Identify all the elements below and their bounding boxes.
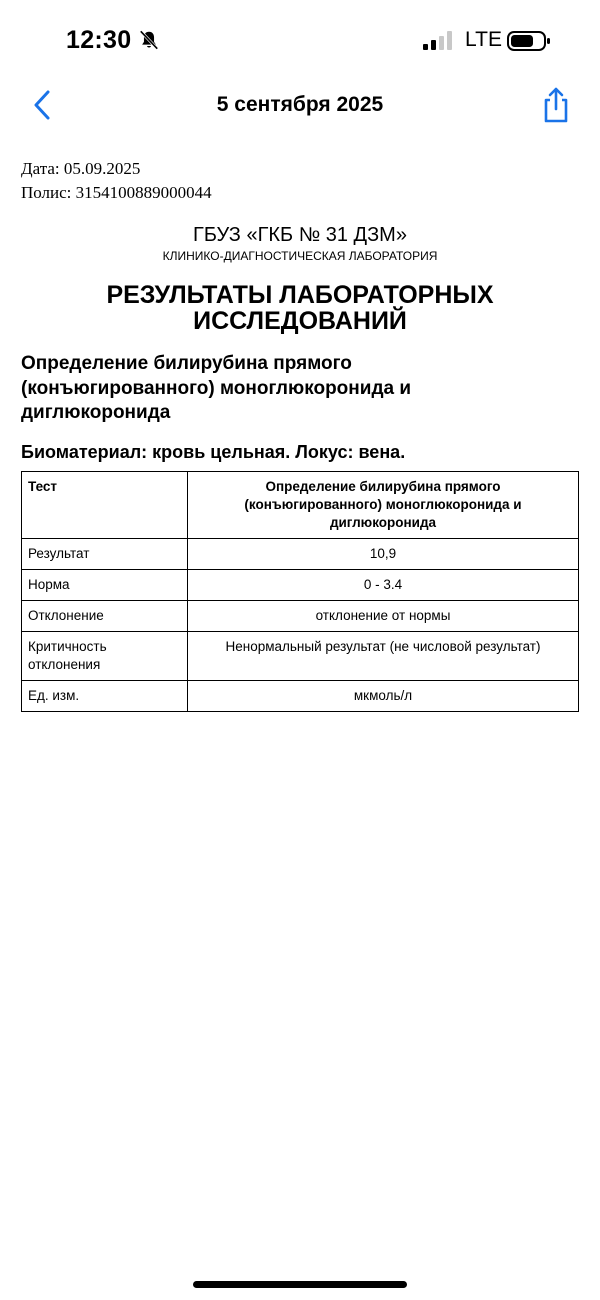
navigation-bar xyxy=(0,80,600,132)
header-value-line: диглюкоронида xyxy=(329,515,437,530)
status-bar xyxy=(0,0,600,80)
table-row xyxy=(22,632,579,681)
biomaterial-info: Биоматериал: кровь цельная. Локус: вена. xyxy=(21,442,406,462)
test-title-line: Определение билирубина прямого xyxy=(21,353,352,374)
header-value-line: Определение билирубина прямого xyxy=(265,479,501,494)
row-value: Ненормальный результат (не числовой результат) xyxy=(188,632,579,681)
test-title-line: диглюкоронида xyxy=(21,402,171,423)
table-header-value xyxy=(188,472,579,539)
row-value: мкмоль/л xyxy=(188,681,579,712)
bell-slash-icon xyxy=(138,29,160,51)
share-icon[interactable] xyxy=(540,86,572,124)
row-label: Отклонение xyxy=(22,601,188,632)
insurance-policy: Полис: 3154100889000044 xyxy=(21,183,212,202)
test-title xyxy=(21,352,581,426)
table-row xyxy=(22,601,579,632)
row-label: Результат xyxy=(22,539,188,570)
table-row xyxy=(22,681,579,712)
status-time: 12:30 xyxy=(66,26,132,54)
table-row xyxy=(22,539,579,570)
row-value: 10,9 xyxy=(188,539,579,570)
header-value-line: (конъюгированного) моноглюкоронида и xyxy=(244,497,522,512)
row-label: Ед. изм. xyxy=(22,681,188,712)
row-value: 0 - 3.4 xyxy=(188,570,579,601)
document-heading-line: ИССЛЕДОВАНИЙ xyxy=(193,307,407,335)
document-date: Дата: 05.09.2025 xyxy=(21,159,141,178)
document-heading-line: РЕЗУЛЬТАТЫ ЛАБОРАТОРНЫХ xyxy=(106,281,494,309)
row-label: Норма xyxy=(22,570,188,601)
row-label xyxy=(22,632,188,681)
table-row xyxy=(22,570,579,601)
battery-icon xyxy=(507,30,551,52)
document-heading xyxy=(40,282,560,334)
home-indicator[interactable] xyxy=(193,1281,407,1288)
table-header-row xyxy=(22,472,579,539)
row-value: отклонение от нормы xyxy=(188,601,579,632)
results-table xyxy=(21,471,579,712)
test-title-line: (конъюгированного) моноглюкоронида и xyxy=(21,377,412,399)
row-label-line: отклонения xyxy=(28,657,101,672)
laboratory-name: КЛИНИКО-ДИАГНОСТИЧЕСКАЯ ЛАБОРАТОРИЯ xyxy=(162,249,438,263)
cellular-signal-icon xyxy=(423,31,453,51)
page-title: 5 сентября 2025 xyxy=(216,93,384,116)
row-label-line: Критичность xyxy=(28,639,107,654)
organization-name: ГБУЗ «ГКБ № 31 ДЗМ» xyxy=(193,224,407,246)
network-type: LTE xyxy=(465,28,502,51)
table-header-label: Тест xyxy=(22,472,188,539)
